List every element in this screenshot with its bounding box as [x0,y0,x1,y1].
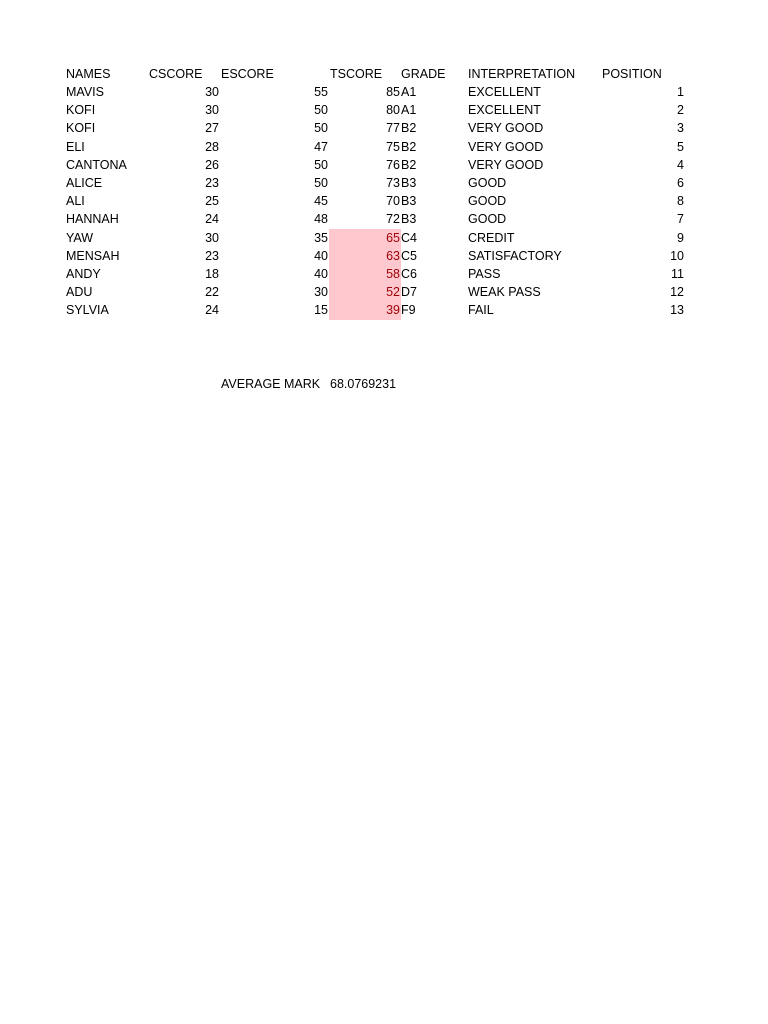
cell-escore: 45 [314,194,328,208]
cell-cscore: 26 [205,158,219,172]
cell-name: YAW [66,231,94,245]
cell-position: 13 [670,303,684,317]
cell-interpretation: EXCELLENT [468,103,541,117]
cell-position: 7 [677,212,684,226]
cell-position: 2 [677,103,684,117]
cell-grade: C4 [401,231,417,245]
cell-escore: 50 [314,121,328,135]
cell-tscore: 63 [386,249,400,263]
cell-escore: 40 [314,267,328,281]
cell-name: MAVIS [66,85,104,99]
cell-position: 6 [677,176,684,190]
header-tscore: TSCORE [330,67,383,81]
cell-name: HANNAH [66,212,119,226]
header-names: NAMES [66,67,111,81]
header-interpretation: INTERPRETATION [468,67,576,81]
cell-position: 11 [671,267,684,281]
cell-cscore: 24 [205,212,219,226]
cell-position: 3 [677,121,684,135]
cell-grade: D7 [401,285,417,299]
cell-interpretation: VERY GOOD [468,121,544,135]
cell-position: 5 [677,140,684,154]
cell-position: 4 [677,158,684,172]
cell-grade: F9 [401,303,416,317]
cell-escore: 50 [314,176,328,190]
cell-cscore: 30 [205,103,219,117]
cell-name: MENSAH [66,249,120,263]
cell-grade: A1 [401,85,417,99]
cell-position: 12 [670,285,684,299]
average-mark-label: AVERAGE MARK [221,377,321,391]
cell-escore: 40 [314,249,328,263]
cell-position: 8 [677,194,684,208]
cell-tscore: 73 [386,176,400,190]
cell-escore: 48 [314,212,328,226]
cell-tscore: 39 [386,303,400,317]
cell-escore: 55 [314,85,328,99]
header-escore: ESCORE [221,67,274,81]
cell-interpretation: FAIL [468,303,494,317]
cell-interpretation: SATISFACTORY [468,249,562,263]
cell-name: ADU [66,285,93,299]
cell-name: ELI [66,140,85,154]
cell-grade: B2 [401,121,417,135]
cell-cscore: 22 [205,285,219,299]
cell-name: KOFI [66,103,96,117]
cell-tscore: 75 [386,140,400,154]
cell-grade: C5 [401,249,417,263]
cell-escore: 50 [314,103,328,117]
cell-interpretation: GOOD [468,176,507,190]
cell-grade: A1 [401,103,417,117]
cell-grade: B2 [401,140,417,154]
cell-cscore: 24 [205,303,219,317]
cell-escore: 30 [314,285,328,299]
cell-cscore: 30 [205,85,219,99]
cell-grade: C6 [401,267,417,281]
cell-tscore: 76 [386,158,400,172]
cell-position: 9 [677,231,684,245]
cell-interpretation: CREDIT [468,231,515,245]
cell-cscore: 25 [205,194,219,208]
cell-tscore: 77 [386,121,400,135]
cell-name: ALICE [66,176,103,190]
header-grade: GRADE [401,67,446,81]
cell-tscore: 70 [386,194,400,208]
cell-interpretation: GOOD [468,194,507,208]
cell-interpretation: PASS [468,267,501,281]
cell-interpretation: GOOD [468,212,507,226]
cell-grade: B3 [401,176,417,190]
cell-tscore: 58 [386,267,400,281]
cell-name: KOFI [66,121,96,135]
cell-grade: B3 [401,194,417,208]
cell-tscore: 72 [386,212,400,226]
cell-interpretation: VERY GOOD [468,140,544,154]
header-cscore: CSCORE [149,67,203,81]
cell-cscore: 23 [205,176,219,190]
header-position: POSITION [602,67,662,81]
cell-cscore: 23 [205,249,219,263]
cell-grade: B3 [401,212,417,226]
cell-cscore: 18 [205,267,219,281]
cell-name: ANDY [66,267,101,281]
cell-name: ALI [66,194,85,208]
cell-tscore: 85 [386,85,400,99]
cell-cscore: 30 [205,231,219,245]
cell-interpretation: EXCELLENT [468,85,541,99]
cell-position: 10 [670,249,684,263]
cell-grade: B2 [401,158,417,172]
cell-escore: 35 [314,231,328,245]
cell-tscore: 80 [386,103,400,117]
average-mark-value: 68.0769231 [330,377,397,391]
cell-interpretation: VERY GOOD [468,158,544,172]
cell-name: CANTONA [66,158,127,172]
cell-escore: 47 [314,140,328,154]
cell-escore: 50 [314,158,328,172]
cell-tscore: 52 [386,285,400,299]
cell-cscore: 28 [205,140,219,154]
cell-cscore: 27 [205,121,219,135]
cell-name: SYLVIA [66,303,109,317]
cell-escore: 15 [314,303,328,317]
cell-interpretation: WEAK PASS [468,285,541,299]
cell-position: 1 [677,85,684,99]
cell-tscore: 65 [386,231,400,245]
